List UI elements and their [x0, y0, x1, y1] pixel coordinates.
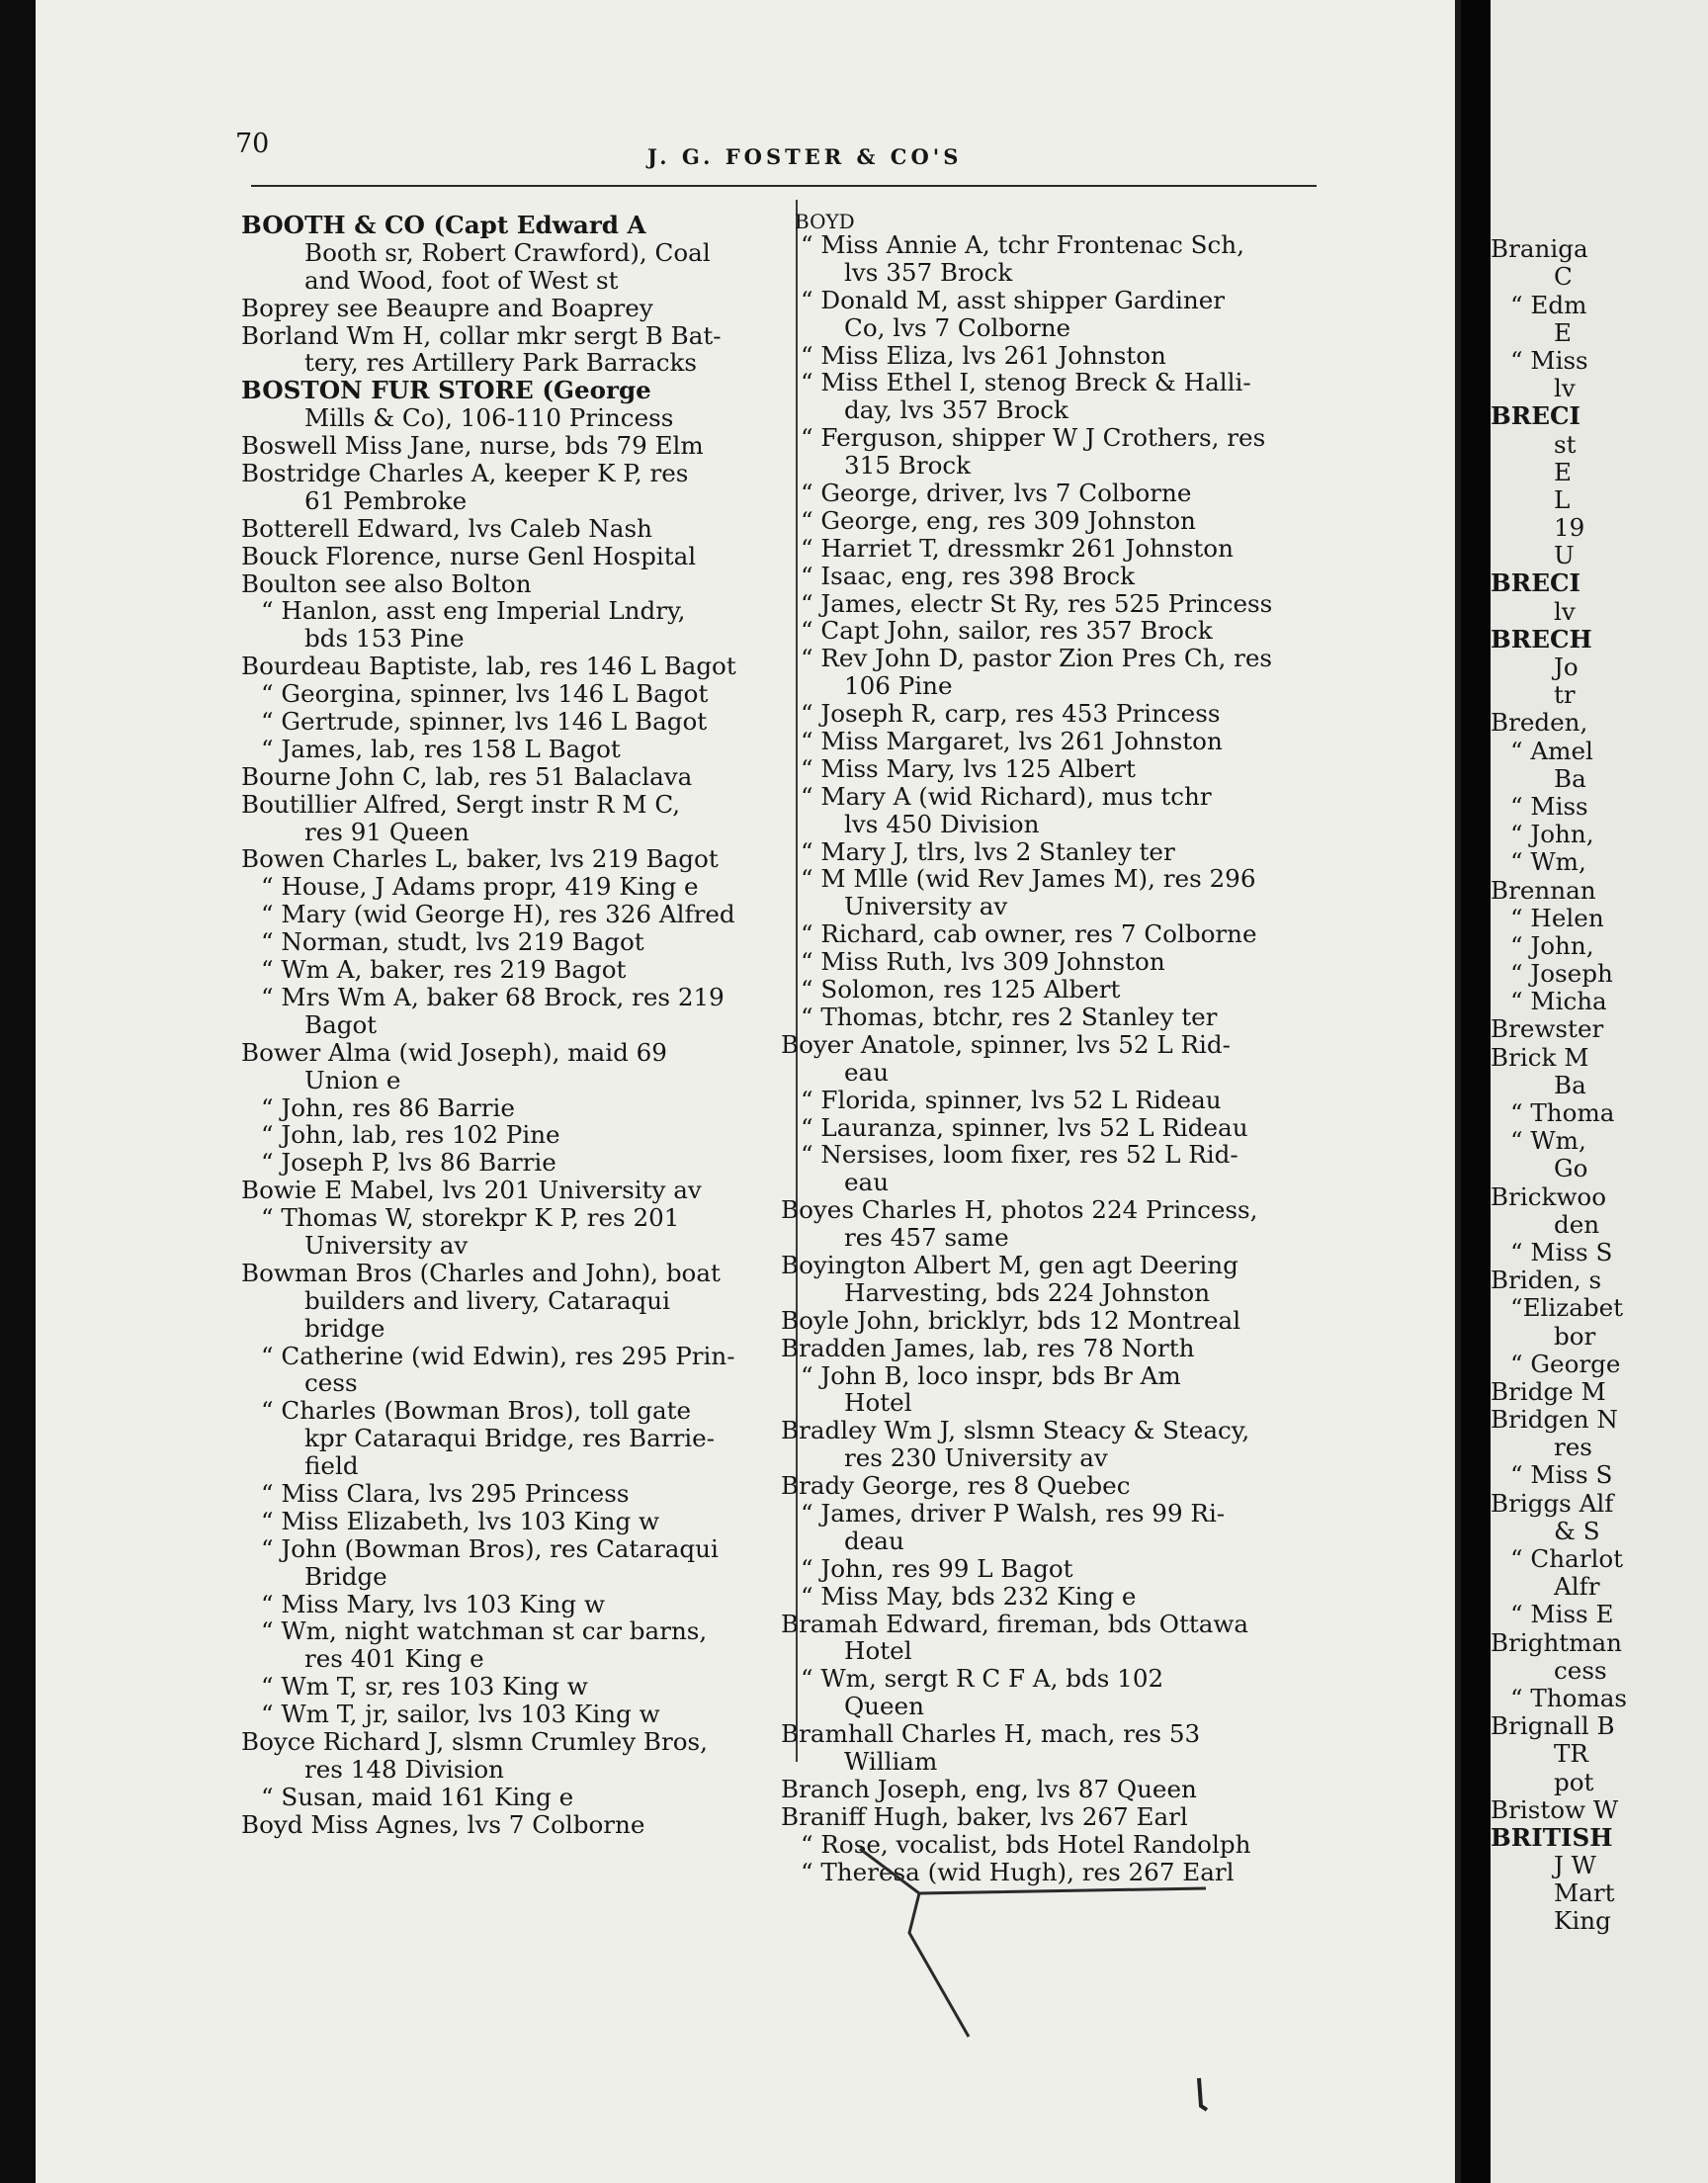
directory-entry-line: “ Wm, — [1510, 1126, 1586, 1156]
directory-entry-line: “ Miss E — [1510, 1600, 1614, 1629]
directory-entry-line: “ Mary A (wid Richard), mus tchr — [801, 781, 1212, 811]
directory-entry-line: Bowen Charles L, baker, lvs 219 Bagot — [241, 844, 719, 874]
directory-entry-line: “ Rose, vocalist, bds Hotel Randolph — [801, 1829, 1251, 1859]
directory-entry-line: “ Helen — [1510, 903, 1604, 932]
directory-entry-line: Boswell Miss Jane, nurse, bds 79 Elm — [241, 431, 704, 461]
page-number: 70 — [235, 129, 270, 159]
directory-entry-line: BOOTH & CO (Capt Edward A — [241, 211, 646, 239]
directory-entry-line: Borland Wm H, collar mkr sergt B Bat- — [241, 320, 722, 350]
directory-entry-line: Jo — [1554, 653, 1579, 681]
directory-entry-line: “ Rev John D, pastor Zion Pres Ch, res — [801, 644, 1273, 673]
book-gutter — [1461, 0, 1491, 2183]
directory-entry-line: Mart — [1554, 1878, 1615, 1908]
directory-entry-line: E — [1554, 317, 1572, 347]
directory-entry-line: “ Joseph — [1510, 959, 1613, 989]
directory-entry-line: “ Solomon, res 125 Albert — [801, 975, 1121, 1004]
pen-scratch — [850, 1839, 1226, 2047]
directory-entry-line: Hotel — [844, 1388, 912, 1418]
directory-entry-line: “ Miss Ruth, lvs 309 Johnston — [801, 947, 1165, 977]
directory-entry-line: “ John, res 86 Barrie — [261, 1092, 515, 1122]
directory-entry-line: “ Florida, spinner, lvs 52 L Rideau — [801, 1085, 1222, 1114]
directory-entry-line: and Wood, foot of West st — [304, 265, 619, 295]
directory-entry-line: “ John B, loco inspr, bds Br Am — [801, 1360, 1181, 1390]
directory-entry-line: “ James, driver P Walsh, res 99 Ri- — [801, 1498, 1226, 1528]
directory-entry-line: lv — [1554, 596, 1576, 626]
directory-entry-line: res 401 King e — [304, 1644, 484, 1674]
directory-entry-line: “ Miss S — [1510, 1237, 1613, 1266]
left-column — [241, 212, 787, 1839]
directory-entry-line: “ Mary J, tlrs, lvs 2 Stanley ter — [801, 836, 1175, 866]
directory-entry-line: Booth sr, Robert Crawford), Coal — [304, 237, 711, 267]
directory-entry-line: “ Nersises, loom fixer, res 52 L Rid- — [801, 1140, 1238, 1170]
directory-entry-line: “ Miss May, bds 232 King e — [801, 1581, 1137, 1611]
directory-entry-line: “ John (Bowman Bros), res Cataraqui — [261, 1533, 719, 1563]
directory-entry-line: cess — [304, 1368, 358, 1398]
directory-entry-line: “ Theresa (wid Hugh), res 267 Earl — [801, 1857, 1235, 1886]
directory-entry-line: Bowman Bros (Charles and John), boat — [241, 1258, 721, 1287]
directory-entry-line: William — [844, 1746, 938, 1776]
directory-entry-line: BRECI — [1491, 568, 1581, 598]
directory-entry-line: Brennan — [1491, 875, 1596, 905]
directory-entry-line: Boyington Albert M, gen agt Deering — [781, 1250, 1238, 1279]
directory-entry-line: deau — [844, 1526, 904, 1555]
directory-entry-line: University av — [844, 892, 1008, 921]
directory-entry-line: “ James, lab, res 158 L Bagot — [261, 734, 621, 763]
directory-entry-line: eau — [844, 1057, 890, 1087]
directory-entry-line: “ Wm A, baker, res 219 Bagot — [261, 955, 627, 985]
directory-entry-line: 315 Brock — [844, 451, 972, 480]
directory-entry-line: Bower Alma (wid Joseph), maid 69 — [241, 1037, 667, 1067]
directory-entry-line: 106 Pine — [844, 671, 953, 701]
directory-entry-line: Alfr — [1554, 1572, 1600, 1602]
directory-entry-line: Braniga — [1491, 234, 1588, 264]
directory-entry-line: Boyes Charles H, photos 224 Princess, — [781, 1195, 1258, 1225]
directory-entry-line: Bouck Florence, nurse Genl Hospital — [241, 541, 697, 570]
directory-entry-line: “ Hanlon, asst eng Imperial Lndry, — [261, 596, 686, 626]
directory-entry-line: “ Charlot — [1510, 1544, 1624, 1573]
directory-entry-line: “ Thoma — [1510, 1098, 1615, 1127]
directory-entry-line: Brick M — [1491, 1042, 1589, 1072]
directory-entry-line: bridge — [304, 1313, 385, 1343]
directory-entry-line: U — [1554, 541, 1575, 570]
directory-entry-line: Branch Joseph, eng, lvs 87 Queen — [781, 1774, 1197, 1803]
directory-entry-line: Mills & Co), 106-110 Princess — [304, 403, 674, 433]
directory-entry-line: bor — [1554, 1321, 1596, 1351]
directory-entry-line: Bridge — [304, 1561, 387, 1591]
directory-entry-line: res 91 Queen — [304, 817, 470, 846]
directory-entry-line: “ John, — [1510, 820, 1594, 849]
middle-column — [781, 212, 1315, 1885]
directory-entry-line: lvs 357 Brock — [844, 257, 1013, 287]
directory-entry-line: “ Miss Mary, lvs 125 Albert — [801, 753, 1136, 783]
directory-entry-line: “ Georgina, spinner, lvs 146 L Bagot — [261, 679, 709, 709]
directory-entry-line: BRITISH — [1491, 1822, 1613, 1852]
facing-page — [1491, 0, 1708, 2183]
directory-entry-line: “ Mary (wid George H), res 326 Alfred — [261, 900, 735, 929]
directory-entry-line: “Elizabet — [1510, 1293, 1624, 1323]
directory-entry-line: “ Miss Margaret, lvs 261 Johnston — [801, 727, 1223, 756]
directory-entry-line: Boyer Anatole, spinner, lvs 52 L Rid- — [781, 1029, 1231, 1059]
directory-entry-line: Hotel — [844, 1636, 912, 1666]
directory-entry-line: “ Joseph P, lvs 86 Barrie — [261, 1148, 556, 1178]
directory-entry-line: Bourne John C, lab, res 51 Balaclava — [241, 761, 693, 791]
directory-entry-line: Botterell Edward, lvs Caleb Nash — [241, 513, 652, 543]
directory-entry-line: Bramah Edward, fireman, bds Ottawa — [781, 1609, 1249, 1638]
directory-entry-line: Bowie E Mabel, lvs 201 University av — [241, 1176, 702, 1205]
directory-entry-line: “ Miss Annie A, tchr Frontenac Sch, — [801, 230, 1244, 259]
directory-entry-line: “ Mrs Wm A, baker 68 Brock, res 219 — [261, 982, 725, 1011]
directory-entry-line: “ Thomas, btchr, res 2 Stanley ter — [801, 1002, 1218, 1031]
directory-entry-line: field — [304, 1451, 359, 1481]
directory-entry-line: “ Miss — [1510, 791, 1588, 821]
header-rule — [251, 185, 1317, 187]
directory-entry-line: Breden, — [1491, 708, 1588, 738]
directory-entry-line: Boyce Richard J, slsmn Crumley Bros, — [241, 1726, 708, 1756]
directory-entry-line: Go — [1554, 1154, 1588, 1183]
directory-entry-line: Bostridge Charles A, keeper K P, res — [241, 459, 689, 488]
directory-entry-line: Brewster — [1491, 1014, 1604, 1044]
directory-entry-line: pot — [1554, 1767, 1594, 1796]
directory-entry-line: “ Ferguson, shipper W J Crothers, res — [801, 423, 1266, 453]
directory-entry-line: Boyle John, bricklyr, bds 12 Montreal — [781, 1305, 1241, 1335]
directory-entry-line: TR — [1554, 1739, 1588, 1769]
directory-entry-line: eau — [844, 1168, 890, 1197]
directory-entry-line: King — [1554, 1906, 1611, 1936]
ink-mark — [1191, 2076, 1211, 2116]
directory-entry-line: 61 Pembroke — [304, 485, 468, 515]
directory-entry-line: “ M Mlle (wid Rev James M), res 296 — [801, 864, 1256, 894]
directory-entry-line: J W — [1554, 1851, 1596, 1880]
directory-entry-line: Ba — [1554, 763, 1586, 793]
directory-entry-line: “ Capt John, sailor, res 357 Brock — [801, 616, 1213, 646]
directory-entry-line: Ba — [1554, 1070, 1586, 1099]
directory-entry-line: Brightman — [1491, 1627, 1622, 1657]
directory-entry-line: Harvesting, bds 224 Johnston — [844, 1277, 1211, 1307]
directory-entry-line: “ Charles (Bowman Bros), toll gate — [261, 1396, 692, 1426]
directory-entry-line: “ Wm T, jr, sailor, lvs 103 King w — [261, 1700, 660, 1729]
directory-entry-line: “ Miss Mary, lvs 103 King w — [261, 1589, 606, 1618]
directory-entry-line: Boyd Miss Agnes, lvs 7 Colborne — [241, 1809, 645, 1839]
directory-entry-line: Boutillier Alfred, Sergt instr R M C, — [241, 789, 681, 819]
directory-entry-line: Union e — [304, 1065, 401, 1094]
directory-entry-line: L — [1554, 484, 1571, 514]
directory-entry-line: “ John, lab, res 102 Pine — [261, 1120, 560, 1150]
directory-entry-line: BRECI — [1491, 401, 1581, 431]
directory-entry-line: Bridgen N — [1491, 1405, 1618, 1435]
directory-entry-line: “ Catherine (wid Edwin), res 295 Prin- — [261, 1341, 735, 1370]
directory-entry-line: “ Richard, cab owner, res 7 Colborne — [801, 919, 1257, 949]
directory-entry-line: Bramhall Charles H, mach, res 53 — [781, 1719, 1201, 1749]
directory-entry-line — [1491, 208, 1708, 235]
directory-entry-line: & S — [1554, 1516, 1600, 1545]
directory-entry-line: 19 — [1554, 513, 1585, 543]
directory-entry-line: BOSTON FUR STORE (George — [241, 376, 651, 405]
directory-entry-line: Brignall B — [1491, 1711, 1615, 1741]
directory-entry-line: res 148 Division — [304, 1754, 504, 1784]
directory-entry-line: “ Wm, — [1510, 847, 1586, 877]
directory-entry-line: “ Miss Clara, lvs 295 Princess — [261, 1478, 630, 1508]
directory-entry-line: “ Susan, maid 161 King e — [261, 1782, 574, 1811]
directory-entry-line: “ House, J Adams propr, 419 King e — [261, 872, 699, 902]
directory-entry-line: Bradden James, lab, res 78 North — [781, 1333, 1195, 1362]
directory-entry-line: “ George — [1510, 1349, 1621, 1378]
directory-entry-line: Briggs Alf — [1491, 1488, 1614, 1518]
directory-entry-line: University av — [304, 1230, 469, 1260]
directory-entry-line: Brickwoo — [1491, 1181, 1607, 1211]
directory-entry-line: “ Miss Eliza, lvs 261 Johnston — [801, 340, 1166, 370]
section-head: BOYD — [795, 210, 855, 233]
directory-entry-line: BRECH — [1491, 624, 1592, 654]
directory-entry-line: “ John, — [1510, 930, 1594, 960]
directory-entry-line: cess — [1554, 1655, 1607, 1685]
running-head: J. G. FOSTER & CO'S — [647, 144, 963, 169]
directory-entry-line: “ John, res 99 L Bagot — [801, 1553, 1073, 1583]
directory-entry-line: Bourdeau Baptiste, lab, res 146 L Bagot — [241, 652, 736, 681]
directory-entry-line: “ Wm T, sr, res 103 King w — [261, 1672, 588, 1702]
directory-entry-line: Boulton see also Bolton — [241, 568, 532, 598]
directory-entry-line: “ Edm — [1510, 290, 1587, 319]
directory-entry-line: “ Gertrude, spinner, lvs 146 L Bagot — [261, 707, 708, 737]
directory-entry-line: “ Thomas — [1510, 1683, 1628, 1712]
directory-entry-line: C — [1554, 262, 1573, 292]
directory-entry-line: “ Harriet T, dressmkr 261 Johnston — [801, 533, 1234, 563]
directory-entry-line: builders and livery, Cataraqui — [304, 1285, 670, 1315]
directory-entry-line: tr — [1554, 680, 1576, 710]
directory-entry-line: “ Amel — [1510, 736, 1593, 765]
directory-entry-line: bds 153 Pine — [304, 624, 465, 654]
directory-entry-line: “ Miss S — [1510, 1460, 1613, 1490]
directory-entry-line: “ Miss — [1510, 345, 1588, 375]
directory-entry-line: “ Thomas W, storekpr K P, res 201 — [261, 1203, 680, 1233]
directory-entry-line: res — [1554, 1433, 1592, 1462]
directory-entry-line: “ Miss Elizabeth, lvs 103 King w — [261, 1506, 660, 1535]
directory-entry-line: Brady George, res 8 Quebec — [781, 1471, 1131, 1501]
directory-entry-line: tery, res Artillery Park Barracks — [304, 348, 698, 378]
facing-page-column — [1491, 208, 1708, 1936]
directory-entry-line: lv — [1554, 374, 1576, 403]
directory-entry-line: “ Wm, night watchman st car barns, — [261, 1616, 708, 1646]
directory-entry-line: “ Micha — [1510, 987, 1607, 1016]
directory-entry-line: Bridge M — [1491, 1376, 1606, 1406]
directory-entry-line: Bristow W — [1491, 1794, 1619, 1824]
directory-entry-line: “ George, eng, res 309 Johnston — [801, 505, 1196, 535]
directory-entry-line: Boprey see Beaupre and Boaprey — [241, 293, 653, 322]
directory-entry-line: “ Donald M, asst shipper Gardiner — [801, 285, 1226, 314]
directory-entry-line: Bagot — [304, 1009, 378, 1039]
directory-entry-line: Co, lvs 7 Colborne — [844, 312, 1071, 342]
directory-entry-line: kpr Cataraqui Bridge, res Barrie- — [304, 1424, 716, 1453]
directory-entry-line: “ Miss Ethel I, stenog Breck & Halli- — [801, 368, 1251, 397]
directory-entry-line: Braniff Hugh, baker, lvs 267 Earl — [781, 1801, 1188, 1831]
directory-entry-line: lvs 450 Division — [844, 809, 1040, 838]
directory-entry-line: “ Joseph R, carp, res 453 Princess — [801, 699, 1221, 729]
directory-entry-line: “ Isaac, eng, res 398 Brock — [801, 561, 1136, 590]
directory-entry-line: den — [1554, 1209, 1600, 1239]
directory-entry-line: “ James, electr St Ry, res 525 Princess — [801, 588, 1273, 618]
directory-entry-line: “ George, driver, lvs 7 Colborne — [801, 479, 1192, 508]
directory-entry-line: “ Wm, sergt R C F A, bds 102 — [801, 1664, 1164, 1694]
directory-entry-line: res 230 University av — [844, 1443, 1108, 1473]
directory-entry-line: day, lvs 357 Brock — [844, 395, 1068, 425]
directory-entry-line: res 457 same — [844, 1223, 1009, 1253]
directory-entry-line: Briden, s — [1491, 1266, 1602, 1295]
directory-entry-line: “ Norman, studt, lvs 219 Bagot — [261, 927, 644, 957]
directory-entry-line: “ Lauranza, spinner, lvs 52 L Rideau — [801, 1112, 1248, 1142]
directory-entry-line: Bradley Wm J, slsmn Steacy & Steacy, — [781, 1416, 1250, 1445]
directory-entry-line: E — [1554, 457, 1572, 486]
directory-entry-line: Queen — [844, 1692, 924, 1721]
directory-entry-line: st — [1554, 429, 1577, 459]
